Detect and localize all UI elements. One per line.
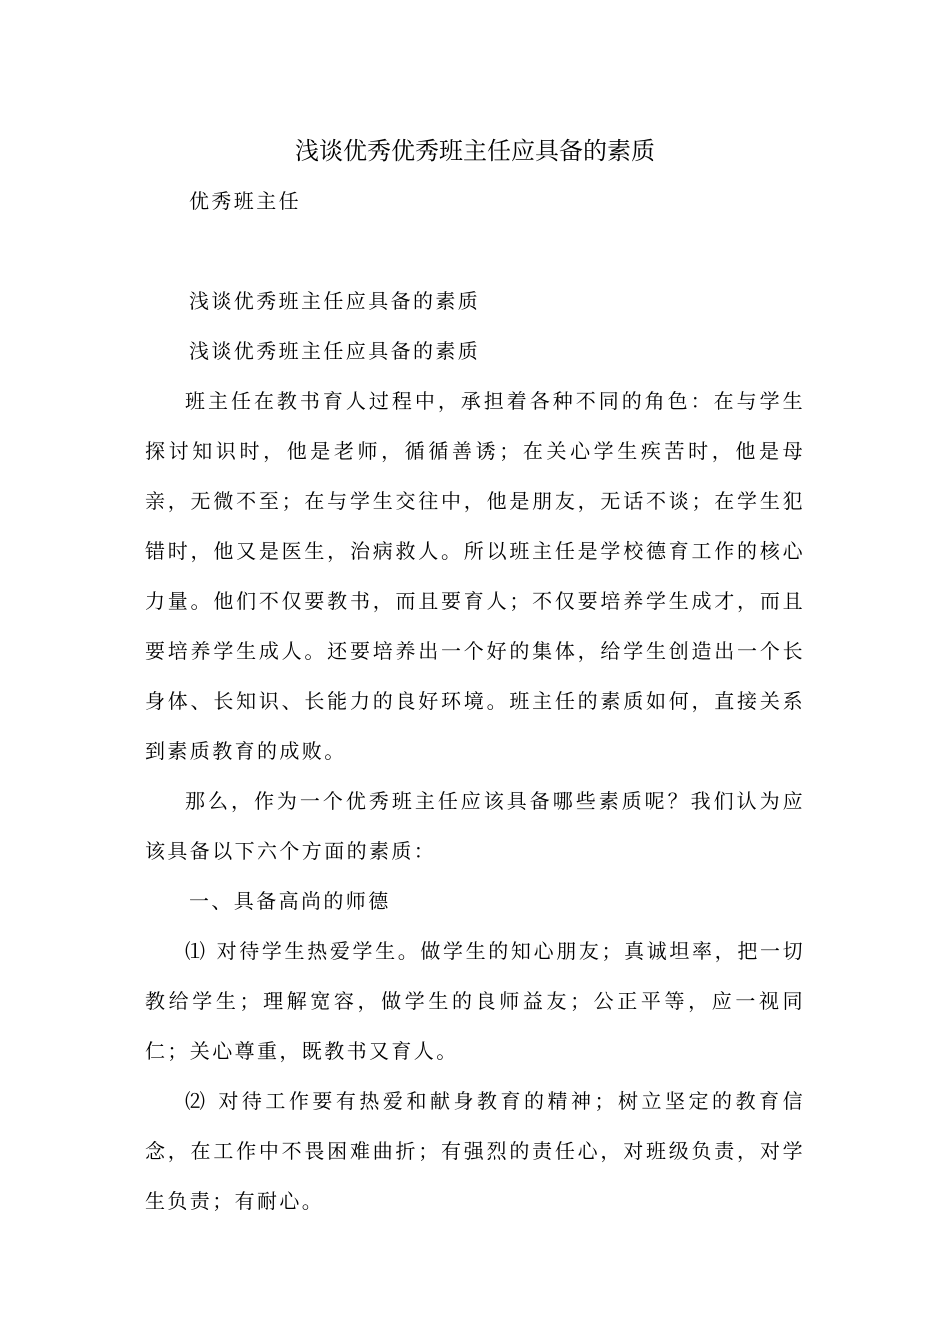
list-item-1: ⑴ 对待学生热爱学生。做学生的知心朋友；真诚坦率，把一切教给学生；理解宽容，做学生的良师益友；公正平等，应一视同仁；关心尊重，既教书又育人。 bbox=[145, 939, 805, 1063]
paragraph-intro: 班主任在教书育人过程中，承担着各种不同的角色：在与学生探讨知识时，他是老师，循循善诱；在关心学生疾苦时，他是母亲，无微不至；在与学生交往中，他是朋友，无话不谈；在学生犯错时，他又是医生，治病救人。所以班主任是学校德育工作的核心力量。他们不仅要教书，而且要育人；不仅要培养学生成才，而且要培养学生成人。还要培养出一个好的集体，给学生创造出一个长身体、长知识、长能力的良好环境。班主任的素质如何，直接关系到素质教育的成败。 bbox=[145, 389, 805, 763]
document-title: 浅谈优秀优秀班主任应具备的素质 bbox=[295, 137, 655, 165]
paragraph-question: 那么，作为一个优秀班主任应该具备哪些素质呢？我们认为应该具备以下六个方面的素质： bbox=[145, 789, 805, 863]
document-body bbox=[145, 176, 805, 1226]
list-item-2: ⑵ 对待工作要有热爱和献身教育的精神；树立坚定的教育信念，在工作中不畏困难曲折；有强烈的责任心，对班级负责，对学生负责；有耐心。 bbox=[145, 1089, 805, 1213]
blank-line bbox=[145, 226, 805, 276]
subtitle-line-1: 浅谈优秀班主任应具备的素质 bbox=[189, 289, 481, 313]
subtitle-line-2: 浅谈优秀班主任应具备的素质 bbox=[189, 339, 481, 363]
author-line: 优秀班主任 bbox=[189, 189, 301, 213]
section-heading-1: 一、具备高尚的师德 bbox=[189, 889, 391, 913]
